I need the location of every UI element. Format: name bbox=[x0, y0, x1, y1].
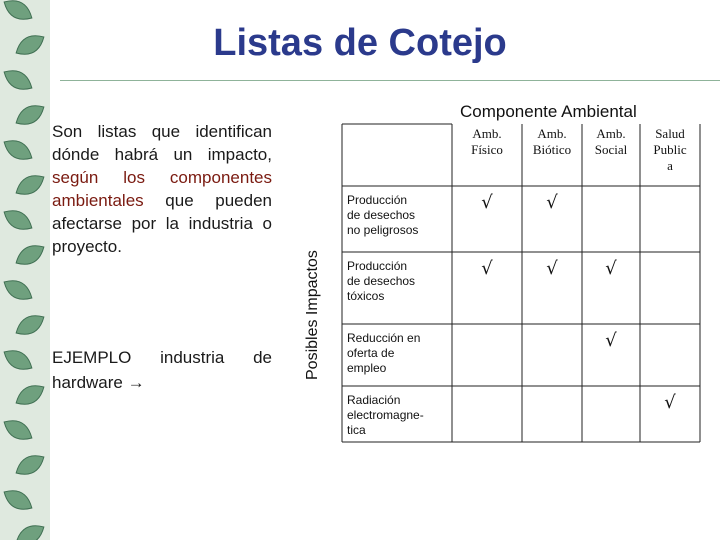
check-mark-icon: √ bbox=[546, 192, 558, 213]
row-label: Producción de desechos no peligrosos bbox=[347, 193, 419, 237]
column-header: Amb. Biótico bbox=[532, 126, 572, 157]
row-label: Radiación electromagne- tica bbox=[347, 393, 424, 437]
description-plain: Son listas que identifican dónde habrá un impacto, bbox=[52, 122, 272, 164]
column-header: Salud Public a bbox=[653, 126, 687, 173]
page-title: Listas de Cotejo bbox=[213, 22, 507, 64]
row-label: Producción de desechos tóxicos bbox=[347, 259, 416, 303]
row-label: Reducción en oferta de empleo bbox=[347, 331, 421, 375]
check-mark-icon: √ bbox=[605, 330, 617, 351]
arrow-right-icon: → bbox=[127, 373, 145, 392]
example-label: EJEMPLO industria de hardware bbox=[52, 348, 272, 392]
check-mark-icon: √ bbox=[546, 258, 558, 279]
check-mark-icon: √ bbox=[605, 258, 617, 279]
column-header: Amb. Físico bbox=[471, 126, 503, 157]
check-mark-icon: √ bbox=[481, 192, 493, 213]
row-group-title: Posibles Impactos bbox=[304, 250, 321, 380]
column-header: Amb. Social bbox=[594, 126, 628, 157]
check-mark-icon: √ bbox=[664, 392, 676, 413]
column-group-title: Componente Ambiental bbox=[460, 102, 637, 121]
description-end: que pueden afectarse por la industria o proyecto. bbox=[52, 191, 272, 256]
description-highlight: según los componentes ambientales bbox=[52, 168, 272, 210]
check-mark-icon: √ bbox=[481, 258, 493, 279]
